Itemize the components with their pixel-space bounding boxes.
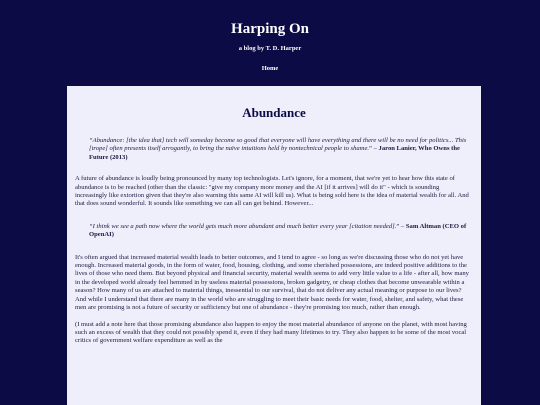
quote-close-mark: ” – bbox=[396, 222, 406, 230]
paragraph-1: A future of abundance is loudly being pronounced by many top technologists. Let's ignore, for a moment, that we're yet to hear how this state of abundance is to be reached (other than the classic: "give my company more money and the AI [if it arrives] will do it" - which is sounding increasingly like extortion given that they're also warning this same AI will kill us). What is being sold here is the idea of material wealth for all. And that does sound wonderful. It sounds like something we can all can get behind. However... bbox=[75, 175, 469, 208]
quote-altman bbox=[89, 223, 467, 240]
paragraph-2: It's often argued that increased material wealth leads to better outcomes, and I tend to agree - so long as we're discussing those who do not yet have enough. Increased material goods, in the form of water, food, housing, clothing, and some cherished possessions, are indeed positive additions to the lives of those who need them. But beyond physical and financial security, material wealth seems to add very little value to a life - after all, how many in the developed world already feel hemmed in by useless material possessions, broken gadgetry, or cheap clothes that become unwearable within a season? How many of us are attached to material things, inessential to our survival, that do not deliver any actual meaning or purpose to our lives? And while I understand that there are many in the world who are struggling to meet their basic needs for water, food, shelter, and safety, what these men are promising is not a future of security or sufficiency but one of abundance - they're promising too much, rather than enough. bbox=[75, 253, 469, 312]
quote-close-mark: ” – bbox=[369, 145, 379, 153]
post-title: Abundance bbox=[242, 105, 306, 120]
nav-home-link[interactable]: Home bbox=[261, 65, 279, 72]
site-subtitle: a blog by T. D. Harper bbox=[238, 45, 302, 52]
quote-text: Abundance: [the idea that] tech will someday become so good that everyone will have everything and there will be no need for politics... This [trope] often presents itself arrogantly, to bring the naïve intuitions held by nontechnical people to shame. bbox=[89, 137, 467, 153]
post-content bbox=[67, 86, 481, 405]
quote-open-mark: “ bbox=[89, 222, 93, 230]
site-header bbox=[0, 0, 540, 86]
quote-lanier bbox=[89, 137, 467, 162]
site-title[interactable]: Harping On bbox=[231, 21, 309, 37]
quote-open-mark: “ bbox=[89, 137, 93, 144]
quote-text: I think we see a path now where the world gets much more abundant and much better every year [citation needed]. bbox=[92, 222, 397, 230]
quote-attribution: Jaron Lanier, Who Owns the Future (2013) bbox=[89, 145, 460, 161]
paragraph-3: (I must add a note here that those promising abundance also happen to enjoy the most material abundance of anyone on the planet, with most having such an excess of wealth that they could not possibly spend it, even if they had many lifetimes to try. They also happen to be some of the most vocal critics of government welfare expenditure as well as the bbox=[75, 320, 467, 345]
main-nav bbox=[0, 64, 540, 73]
quote-attribution: Sam Altman (CEO of OpenAI) bbox=[89, 222, 467, 239]
